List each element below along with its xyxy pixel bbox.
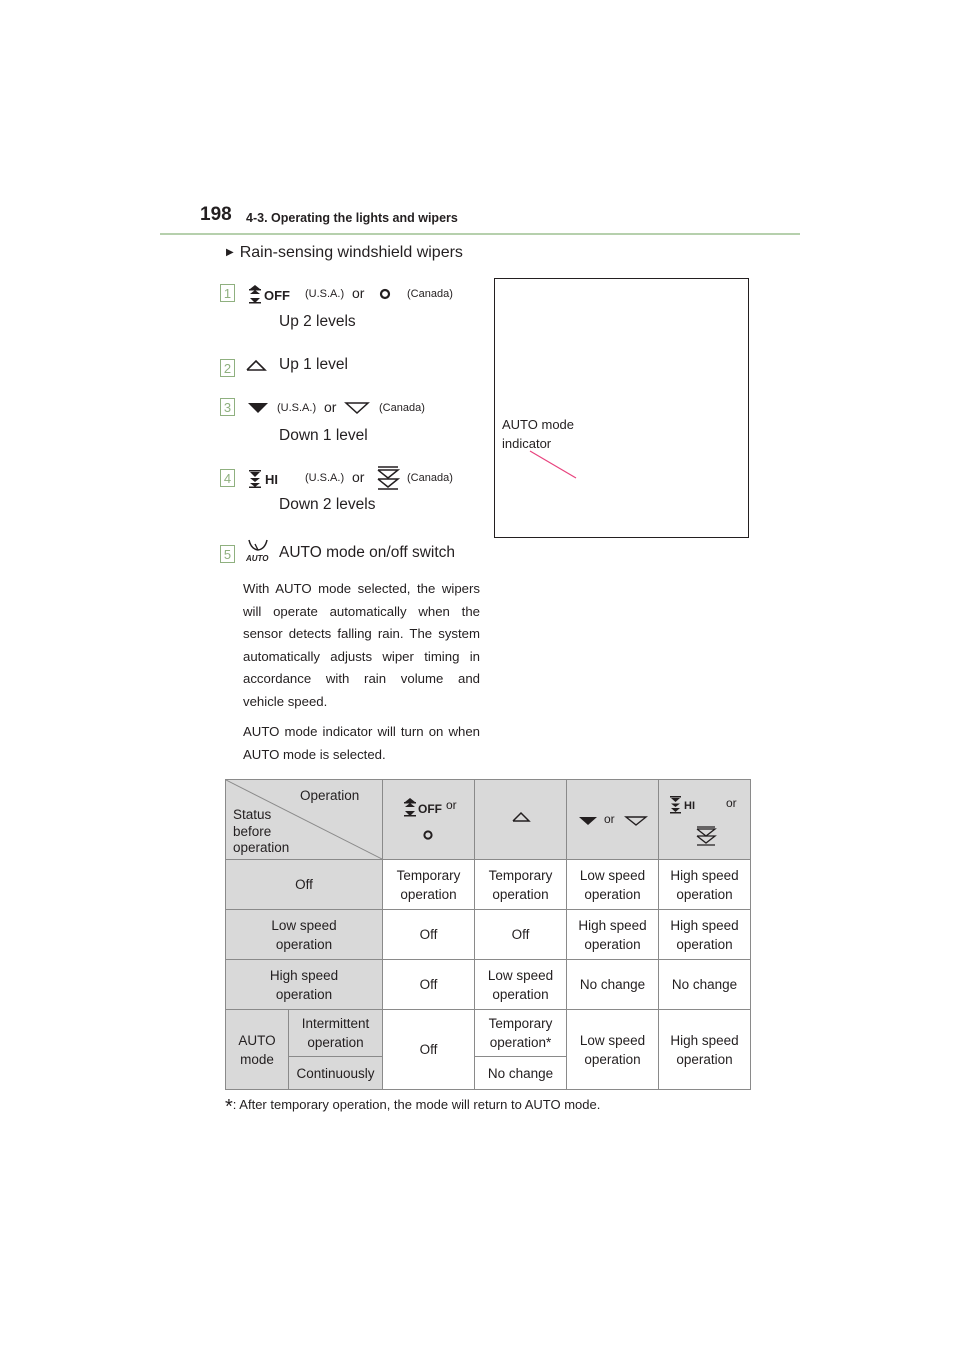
- item-number-4: [220, 469, 235, 487]
- item-number-1-text: 1: [223, 286, 232, 301]
- usa-label-4: (U.S.A.): [305, 472, 345, 484]
- auto-mode-label: AUTO mode: [226, 1010, 289, 1089]
- wiper-hi-usa-icon: [246, 469, 286, 494]
- auto-icon-text: AUTO: [246, 554, 269, 563]
- item-number-3: [220, 398, 235, 416]
- down-one-level-canada-icon: [344, 401, 370, 420]
- page-number: 198: [200, 204, 232, 225]
- item-number-5: [220, 545, 235, 563]
- cell-auto-col1: Off: [383, 1010, 475, 1090]
- header-col-off: [383, 780, 475, 860]
- cell-low-col1: Off: [383, 910, 475, 960]
- cell-low-col3: High speed operation: [567, 910, 659, 960]
- header-col-up: [475, 780, 567, 860]
- table-off-icon-text: OFF: [418, 802, 442, 816]
- hi-icon-text: HI: [265, 472, 278, 487]
- item-number-2: [220, 359, 235, 377]
- header-col-down: [567, 780, 659, 860]
- wiper-hi-canada-icon: [375, 465, 401, 496]
- footnote: [225, 1096, 600, 1119]
- row-label-low: Low speed operation: [226, 910, 383, 960]
- cell-auto-col2-continuously: No change: [475, 1057, 567, 1090]
- cell-off-col1: Temporary operation: [383, 860, 475, 910]
- up-one-level-icon: [245, 358, 267, 379]
- footnote-star: *: [225, 1096, 233, 1118]
- cell-auto-col2-intermittent: Temporary operation*: [475, 1010, 567, 1057]
- paragraph-auto-indicator: AUTO mode indicator will turn on when AUTO mode is selected.: [243, 724, 480, 762]
- item-number-3-text: 3: [223, 400, 232, 415]
- fig-label-line2: indicator: [502, 436, 552, 451]
- header-rule: [160, 233, 800, 235]
- section-title: 4-3. Operating the lights and wipers: [246, 211, 458, 225]
- item-number-5-text: 5: [223, 547, 232, 562]
- subheading-text: Rain-sensing windshield wipers: [239, 244, 463, 261]
- triangle-bullet-icon: ▶: [226, 247, 234, 258]
- item-number-2-text: 2: [223, 361, 232, 376]
- auto-intermittent-label: Intermittent operation: [289, 1010, 383, 1057]
- cell-off-col2: Temporary operation: [475, 860, 567, 910]
- cell-high-col2: Low speed operation: [475, 960, 567, 1010]
- figure-frame: [494, 278, 749, 538]
- item-number-4-text: 4: [223, 471, 232, 486]
- auto-continuously-label: Continuously: [296, 1065, 375, 1081]
- cell-low-col2: Off: [475, 910, 567, 960]
- header-col-hi: [659, 780, 751, 860]
- row-label-auto: [226, 1010, 383, 1090]
- item-3-description: Down 1 level: [279, 427, 368, 444]
- cell-auto-col4: High speed operation: [659, 1010, 751, 1090]
- usa-label-1: (U.S.A.): [305, 288, 345, 300]
- indicator-pointer-line: [528, 448, 582, 484]
- cell-off-col3: Low speed operation: [567, 860, 659, 910]
- corner-status-label: [233, 807, 289, 857]
- cell-auto-col3: Low speed operation: [567, 1010, 659, 1090]
- canada-label-3: (Canada): [379, 402, 425, 414]
- or-3: or: [324, 399, 337, 415]
- paragraph-auto-mode: With AUTO mode selected, the wipers will operate automatically when the sensor detects falling rain. The system automatically adjusts wiper timing in accordance with rain volume and vehicle speed.: [243, 581, 480, 709]
- fig-label-line1: AUTO mode: [502, 417, 575, 432]
- corner-operation-label: Operation: [300, 788, 360, 803]
- down-one-level-usa-icon: [246, 401, 270, 420]
- or-1: or: [352, 285, 365, 301]
- item-5-description: AUTO mode on/off switch: [279, 544, 456, 561]
- subheading: [226, 244, 463, 262]
- cell-high-col3: No change: [567, 960, 659, 1010]
- cell-off-col4: High speed operation: [659, 860, 751, 910]
- row-label-off: Off: [226, 860, 383, 910]
- header-col-off-or: or: [446, 798, 457, 812]
- auto-mode-icon: [243, 537, 273, 568]
- cell-low-col4: High speed operation: [659, 910, 751, 960]
- operation-table: [225, 779, 751, 1090]
- canada-label-4: (Canada): [407, 472, 453, 484]
- off-icon-text: OFF: [264, 288, 290, 303]
- canada-label-1: (Canada): [407, 288, 453, 300]
- table-corner-cell: [226, 780, 383, 860]
- header-col-hi-or: or: [726, 796, 737, 810]
- cell-high-col4: No change: [659, 960, 751, 1010]
- item-2-description: Up 1 level: [279, 356, 348, 373]
- table-hi-icon-text: HI: [684, 800, 695, 812]
- item-4-description: Down 2 levels: [279, 496, 376, 513]
- cell-high-col1: Off: [383, 960, 475, 1010]
- corner-status-1: Status: [233, 807, 272, 822]
- wiper-off-usa-icon: [246, 285, 298, 310]
- item-number-1: [220, 284, 235, 302]
- usa-label-3: (U.S.A.): [277, 402, 317, 414]
- or-4: or: [352, 469, 365, 485]
- footnote-text: : After temporary operation, the mode will return to AUTO mode.: [232, 1097, 601, 1112]
- header-col-down-or: or: [604, 812, 615, 826]
- item-1-description: Up 2 levels: [279, 313, 356, 330]
- row-label-high: High speed operation: [226, 960, 383, 1010]
- corner-status-2: before: [233, 823, 272, 839]
- wiper-off-canada-icon: [378, 287, 392, 306]
- corner-status-3: operation: [233, 840, 290, 855]
